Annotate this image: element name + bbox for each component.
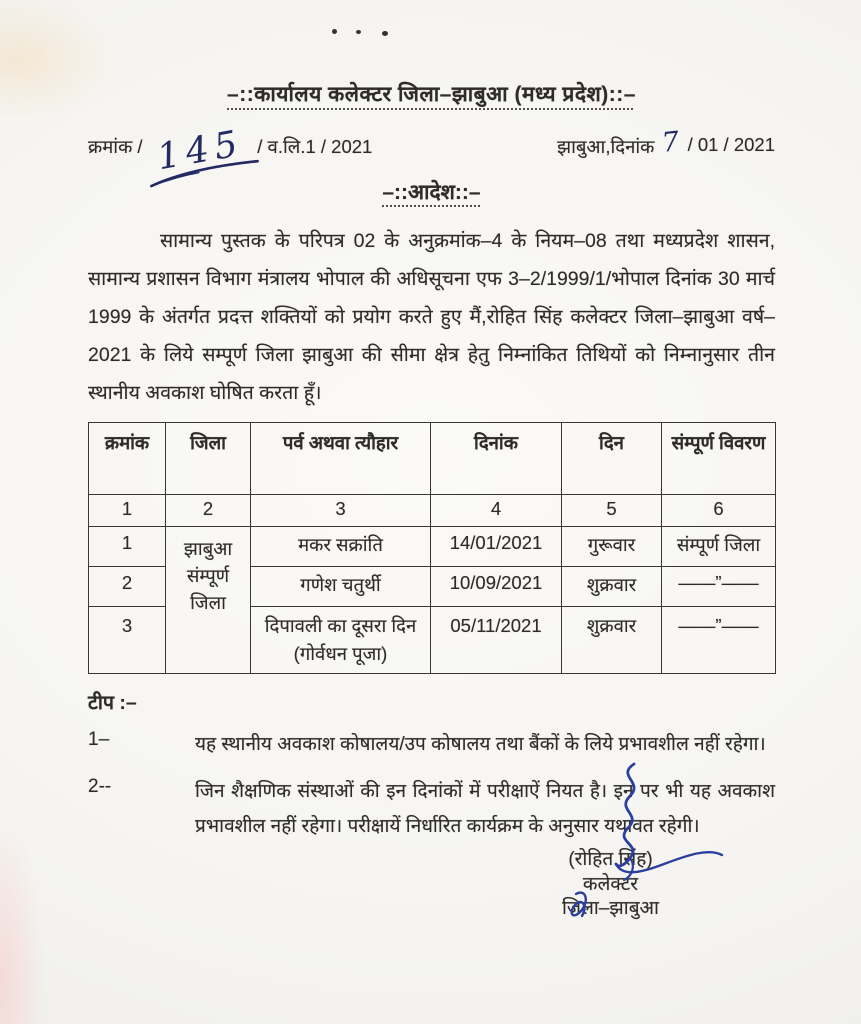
cell-day: शुक्रवार xyxy=(562,607,662,674)
col-header-serial: क्रमांक xyxy=(89,423,166,495)
notes-section xyxy=(88,688,775,844)
col-header-date: दिनांक xyxy=(431,423,562,495)
col-header-day: दिन xyxy=(562,423,662,495)
serial-suffix: / व.लि.1 / 2021 xyxy=(257,136,373,157)
column-number-row xyxy=(89,495,776,527)
note-number: 1– xyxy=(88,729,110,750)
cell-district-merged: झाबुआ संम्पूर्ण जिला xyxy=(166,527,251,674)
cell-date: 10/09/2021 xyxy=(431,567,562,607)
col-header-detail: संम्पूर्ण विवरण xyxy=(662,423,776,495)
notes-label: टीप :– xyxy=(88,692,137,714)
cell-day: शुक्रवार xyxy=(562,567,662,607)
table-row xyxy=(89,527,776,567)
holiday-table xyxy=(88,422,776,674)
signature-block xyxy=(518,848,703,922)
cell-detail: संम्पूर्ण जिला xyxy=(662,527,776,567)
note-text: जिन शैक्षणिक संस्थाओं की इन दिनांकों में परीक्षाऐं नियत है। इन पर भी यह अवकाश प्रभावशील नहीं रहेगा। परीक्षायें निर्धारित कार्यक्रम के अनुसार यथावत रहेगी। xyxy=(195,781,775,837)
cell-date: 05/11/2021 xyxy=(431,607,562,674)
reference-line xyxy=(88,122,775,179)
signatory-designation: कलेक्टर xyxy=(582,873,639,895)
place-date-label: झाबुआ,दिनांक xyxy=(557,136,655,157)
note-text: यह स्थानीय अवकाश कोषालय/उप कोषालय तथा बैंकों के लिये प्रभावशील नहीं रहेगा। xyxy=(195,734,766,755)
cell-festival: मकर सक्रांति xyxy=(251,527,431,567)
signatory-name: (रोहित सिंह) xyxy=(568,849,653,870)
office-letterhead-title: –::कार्यालय कलेक्टर जिला–झाबुआ (मध्य प्रदेश)::– xyxy=(227,83,636,106)
column-number: 2 xyxy=(166,495,251,527)
col-header-district: जिला xyxy=(166,423,251,495)
note-item-1 xyxy=(88,727,775,762)
date-suffix: / 01 / 2021 xyxy=(687,134,775,155)
column-number: 6 xyxy=(662,495,776,527)
staple-dot-1 xyxy=(332,29,337,34)
staple-dot-3 xyxy=(382,31,388,36)
cell-serial: 2 xyxy=(89,567,166,607)
cell-day: गुरूवार xyxy=(562,527,662,567)
serial-number-group xyxy=(88,122,373,179)
cell-serial: 3 xyxy=(89,607,166,674)
cell-serial: 1 xyxy=(89,527,166,567)
order-heading: –::आदेश::– xyxy=(382,181,481,204)
column-number: 3 xyxy=(251,495,431,527)
column-number: 4 xyxy=(431,495,562,527)
handwritten-date-day: 7 xyxy=(660,126,682,159)
table-header-row xyxy=(89,423,776,495)
note-number: 2-- xyxy=(88,776,112,797)
note-item-2 xyxy=(88,774,775,844)
cell-date: 14/01/2021 xyxy=(431,527,562,567)
staple-dot-2 xyxy=(356,30,361,34)
cell-detail: ——”—— xyxy=(662,567,776,607)
column-number: 1 xyxy=(89,495,166,527)
serial-label: क्रमांक / xyxy=(88,136,143,157)
signatory-district: जिला–झाबुआ xyxy=(562,898,659,919)
order-body-paragraph: सामान्य पुस्तक के परिपत्र 02 के अनुक्रमांक–4 के नियम–08 तथा मध्यप्रदेश शासन, सामान्य प्रशासन विभाग मंत्रालय भोपाल की अधिसूचना एफ 3–2/1999/1/भोपाल दिनांक 30 मार्च 1999 के अंतर्गत प्रदत्त शक्तियों को प्रयोग करते हुए मैं,रोहित सिंह कलेक्टर जिला–झाबुआ वर्ष–2021 के लिये सम्पूर्ण जिला झाबुआ की सीमा क्षेत्र हेतु निम्नांकित तिथियों को निम्नानुसार तीन स्थानीय अवकाश घोषित करता हूँ। xyxy=(88,230,775,404)
column-number: 5 xyxy=(562,495,662,527)
col-header-festival: पर्व अथवा त्यौहार xyxy=(251,423,431,495)
cell-festival: गणेश चतुर्थी xyxy=(251,567,431,607)
cell-festival: दिपावली का दूसरा दिन (गोर्वधन पूजा) xyxy=(251,607,431,674)
cell-detail: ——”—— xyxy=(662,607,776,674)
place-date-group xyxy=(557,126,775,159)
handwritten-serial-number: 145 xyxy=(149,128,251,175)
document-content xyxy=(0,80,861,922)
